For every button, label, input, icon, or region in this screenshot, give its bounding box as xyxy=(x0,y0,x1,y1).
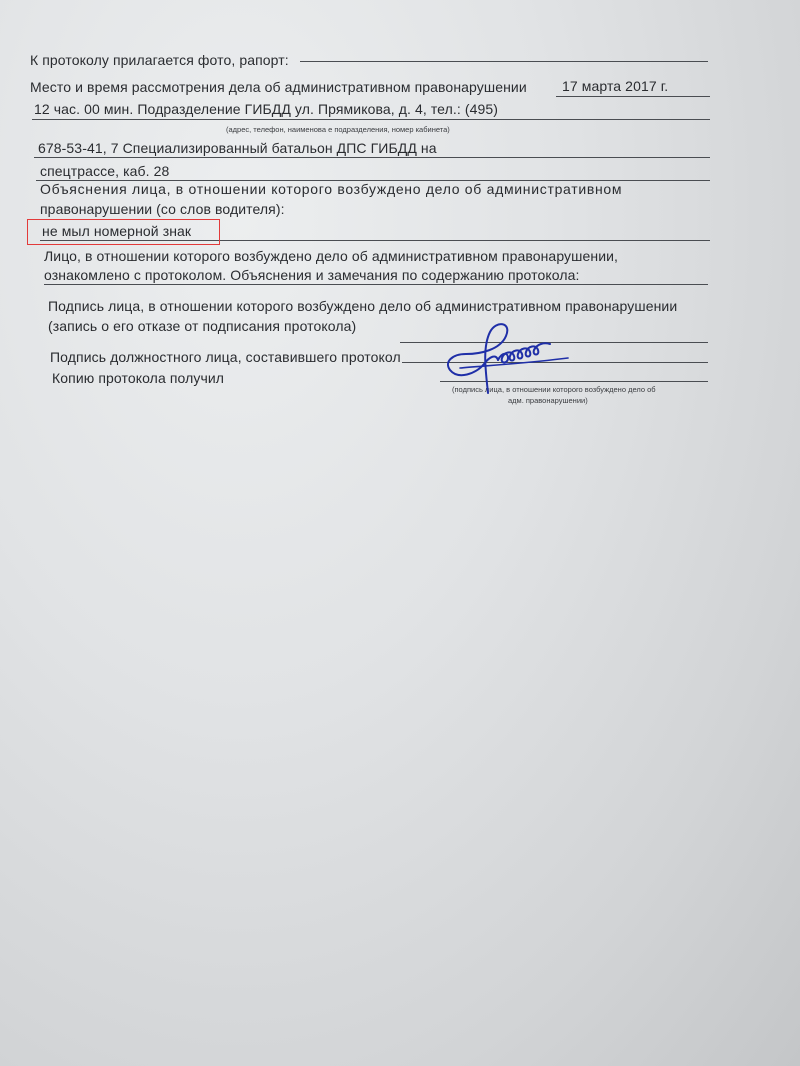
signature-caption-2: адм. правонарушении) xyxy=(508,396,588,405)
explanation-label-2: правонарушении (со слов водителя): xyxy=(40,201,285,217)
address-line-3-text: спецтрассе, каб. 28 xyxy=(40,163,170,179)
date-value: 17 марта 2017 г. xyxy=(562,78,669,94)
address-line-2-text: 678-53-41, 7 Специализированный батальон ДПС ГИБДД на xyxy=(38,140,437,156)
address-line-2 xyxy=(34,157,710,158)
explanation-highlight-box xyxy=(27,219,220,245)
place-time-label: Место и время рассмотрения дела об административном правонарушении xyxy=(30,79,527,95)
date-line xyxy=(556,96,710,97)
signature-officer-label: Подпись должностного лица, составившего протокол xyxy=(50,349,401,365)
attachments-line xyxy=(300,61,708,62)
time-address-value: 12 час. 00 мин. Подразделение ГИБДД ул. Прямикова, д. 4, тел.: (495) xyxy=(34,101,499,117)
signature-caption-1: (подпись лица, в отношении которого возбуждено дело об xyxy=(452,385,656,394)
explanation-value: не мыл номерной знак xyxy=(42,223,192,239)
acquainted-line-2: ознакомлено с протоколом. Объяснения и замечания по содержанию протокола: xyxy=(44,267,580,283)
signature-person-label-1: Подпись лица, в отношении которого возбуждено дело об административном правонарушении xyxy=(48,298,678,314)
explanation-label-1: Объяснения лица, в отношении которого возбуждено дело об административном xyxy=(40,181,623,197)
copy-received-label: Копию протокола получил xyxy=(52,370,225,386)
attachments-label: К протоколу прилагается фото, рапорт: xyxy=(30,52,289,68)
acquainted-line-1: Лицо, в отношении которого возбуждено дело об административном правонарушении, xyxy=(44,248,619,264)
address-caption: (адрес, телефон, наименова е подразделения, номер кабинета) xyxy=(226,125,450,134)
handwritten-signature xyxy=(440,318,580,398)
signature-person-label-2: (запись о его отказе от подписания протокола) xyxy=(48,318,357,334)
remarks-line xyxy=(44,284,708,285)
address-line-1 xyxy=(32,119,710,120)
